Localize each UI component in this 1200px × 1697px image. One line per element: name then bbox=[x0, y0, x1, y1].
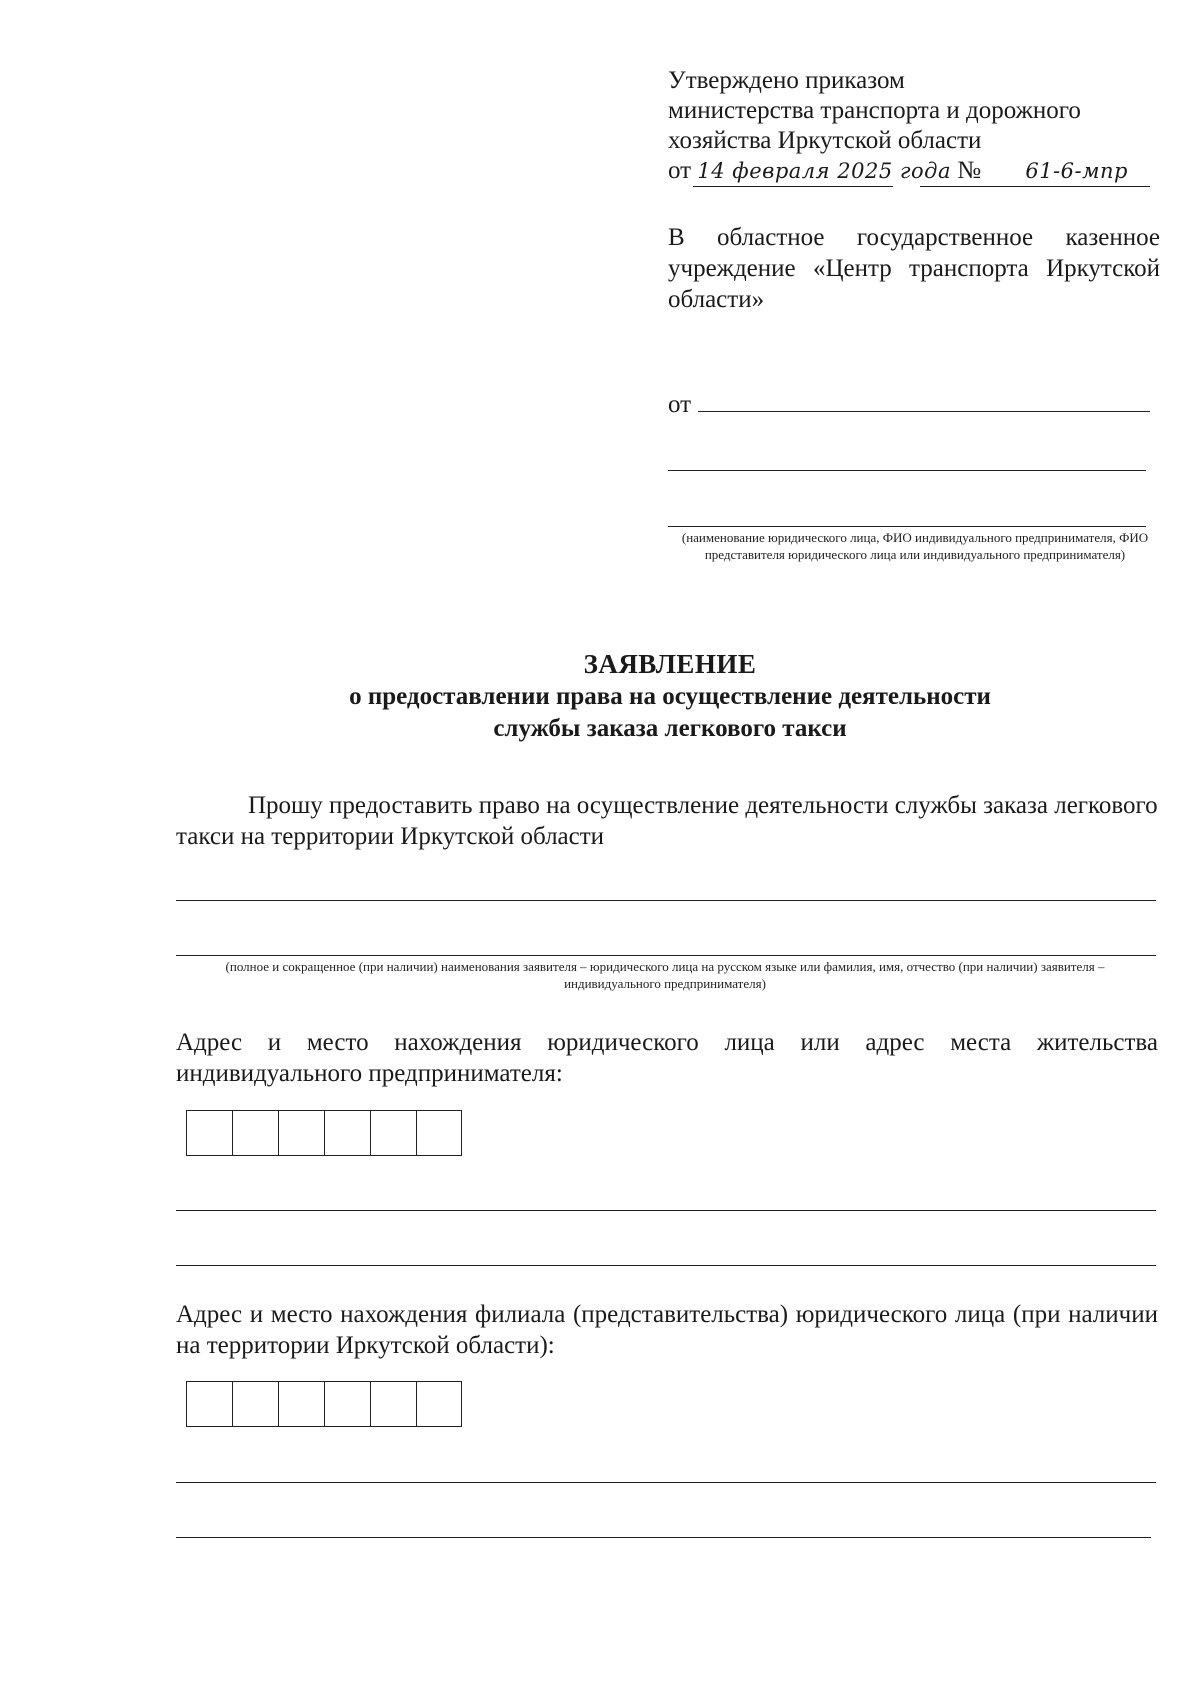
branch-postal-code-cells[interactable] bbox=[186, 1381, 462, 1427]
branch-postal-code-cell[interactable] bbox=[186, 1381, 232, 1427]
order-date-handwritten: 14 февраля 2025 года bbox=[697, 159, 951, 183]
postal-code-cell[interactable] bbox=[278, 1110, 324, 1156]
order-number-handwritten: 61-6-мпр bbox=[1025, 159, 1128, 183]
address-line-2[interactable] bbox=[176, 1265, 1156, 1266]
request-line-1[interactable] bbox=[176, 900, 1156, 901]
order-number-prefix: № bbox=[957, 157, 982, 184]
title-main: ЗАЯВЛЕНИЕ bbox=[583, 649, 757, 679]
order-date-number-row bbox=[668, 156, 1168, 190]
order-from-prefix: от bbox=[668, 157, 692, 184]
applicant-line-3[interactable] bbox=[668, 526, 1146, 527]
postal-code-cell[interactable] bbox=[370, 1110, 416, 1156]
branch-postal-code-cell[interactable] bbox=[324, 1381, 370, 1427]
request-caption: (полное и сокращенное (при наличии) наименования заявителя – юридического лица на русском языке или фамилия, имя, отчество (при наличии) заявителя – индивидуального предпринимателя) bbox=[225, 959, 1105, 991]
applicant-line-1[interactable] bbox=[698, 411, 1150, 412]
order-date-underline bbox=[693, 186, 893, 187]
request-line-2[interactable] bbox=[176, 955, 1156, 956]
request-paragraph: Прошу предоставить право на осуществление деятельности службы заказа легкового такси на территории Иркутской области bbox=[176, 792, 1158, 850]
approval-line-1: Утверждено приказом bbox=[668, 67, 905, 94]
branch-postal-code-cell[interactable] bbox=[416, 1381, 462, 1427]
branch-address-line-2[interactable] bbox=[176, 1537, 1151, 1538]
branch-address-line-1[interactable] bbox=[176, 1482, 1156, 1483]
address-label: Адрес и место нахождения юридического лица или адрес места жительства индивидуального предпринимателя: bbox=[176, 1029, 1158, 1087]
title-sub: о предоставлении права на осуществление деятельности службы заказа легкового такси bbox=[349, 683, 991, 742]
applicant-line-2[interactable] bbox=[668, 470, 1146, 471]
branch-postal-code-cell[interactable] bbox=[278, 1381, 324, 1427]
postal-code-cell[interactable] bbox=[232, 1110, 278, 1156]
branch-postal-code-cell[interactable] bbox=[232, 1381, 278, 1427]
postal-code-cells[interactable] bbox=[186, 1110, 462, 1156]
recipient-block: В областное государственное казенное учреждение «Центр транспорта Иркутской области» bbox=[668, 224, 1160, 313]
postal-code-cell[interactable] bbox=[324, 1110, 370, 1156]
approval-stamp-block bbox=[668, 66, 1168, 190]
applicant-from-label: от bbox=[668, 391, 692, 418]
document-title bbox=[160, 648, 1180, 745]
approval-line-2: министерства транспорта и дорожного bbox=[668, 97, 1081, 124]
branch-postal-code-cell[interactable] bbox=[370, 1381, 416, 1427]
branch-address-label: Адрес и место нахождения филиала (представительства) юридического лица (при наличии на территории Иркутской области): bbox=[176, 1301, 1158, 1359]
applicant-caption: (наименование юридического лица, ФИО индивидуального предпринимателя, ФИО представителя юридического лица или индивидуального предпринимателя) bbox=[681, 530, 1149, 562]
postal-code-cell[interactable] bbox=[186, 1110, 232, 1156]
order-number-underline bbox=[920, 186, 1150, 187]
postal-code-cell[interactable] bbox=[416, 1110, 462, 1156]
address-line-1[interactable] bbox=[176, 1210, 1156, 1211]
approval-line-3: хозяйства Иркутской области bbox=[668, 127, 982, 154]
